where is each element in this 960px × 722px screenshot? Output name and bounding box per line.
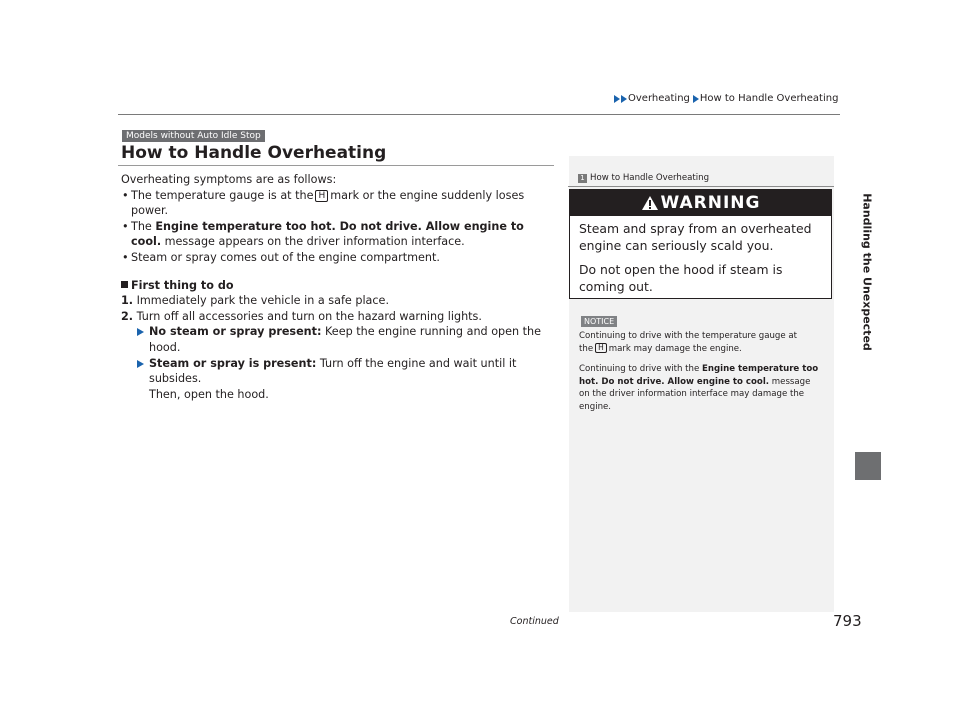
- side-section-text: Handling the Unexpected: [860, 193, 874, 351]
- main-body: [121, 172, 557, 402]
- breadcrumb-item-overheating[interactable]: Overheating: [628, 93, 690, 104]
- bullet-item: • The temperature gauge is at the H mark or the engine suddenly loses power.: [122, 188, 525, 218]
- warning-title: WARNING: [660, 193, 761, 213]
- arrow-icon: [137, 360, 144, 368]
- gauge-h-key: H: [315, 190, 328, 202]
- continued-label: Continued: [510, 616, 559, 627]
- reference-number-icon: 1: [578, 174, 587, 183]
- sub-step-no-steam: No steam or spray present: Keep the engine running and open the hood.: [121, 324, 557, 355]
- notice-text: Continuing to drive with the temperature gauge at the H mark may damage the engine. Continuing to drive with the Engine temperature too hot. Do not drive. Allow engine to cool. message on the driver information interface may damage the engine.: [579, 331, 819, 412]
- section-heading: First thing to do: [121, 278, 557, 294]
- bullet-item: • Steam or spray comes out of the engine compartment.: [122, 250, 440, 264]
- step-1: 1. Immediately park the vehicle in a safe place.: [121, 294, 390, 308]
- warning-text: Steam and spray from an overheated engine can seriously scald you. Do not open the hood if steam is coming out.: [579, 221, 812, 294]
- arrow-icon: [137, 328, 144, 336]
- notice-tag: NOTICE: [581, 316, 617, 327]
- sidebar-heading: 1 How to Handle Overheating: [578, 173, 709, 183]
- models-tag: Models without Auto Idle Stop: [122, 130, 265, 142]
- sub-step-steam: Steam or spray is present: Turn off the engine and wait until it subsides. Then, open the hood.: [121, 356, 557, 403]
- warning-box: [569, 189, 832, 299]
- title-divider: [118, 165, 554, 166]
- page-title: How to Handle Overheating: [121, 143, 387, 163]
- breadcrumb: [614, 93, 838, 104]
- step-2: 2. Turn off all accessories and turn on the hazard warning lights.: [121, 309, 482, 323]
- notice-h-key: H: [595, 343, 607, 353]
- warning-header: [570, 190, 831, 216]
- section-square-icon: [121, 281, 128, 288]
- breadcrumb-arrow-icon: [614, 95, 620, 103]
- side-section-label: [852, 94, 882, 449]
- breadcrumb-item-how-to-handle[interactable]: How to Handle Overheating: [699, 93, 839, 104]
- sidebar-divider: [568, 186, 834, 187]
- page-number: 793: [833, 612, 862, 630]
- warning-triangle-icon: [641, 195, 659, 211]
- breadcrumb-arrow-icon: [621, 95, 627, 103]
- header-divider: [118, 114, 840, 115]
- side-section-tab: [855, 452, 881, 480]
- bullet-item: • The Engine temperature too hot. Do not drive. Allow engine to cool. message appears on the driver information interface.: [122, 219, 524, 249]
- intro-text: Overheating symptoms are as follows:: [121, 173, 337, 186]
- breadcrumb-arrow-icon: [693, 95, 699, 103]
